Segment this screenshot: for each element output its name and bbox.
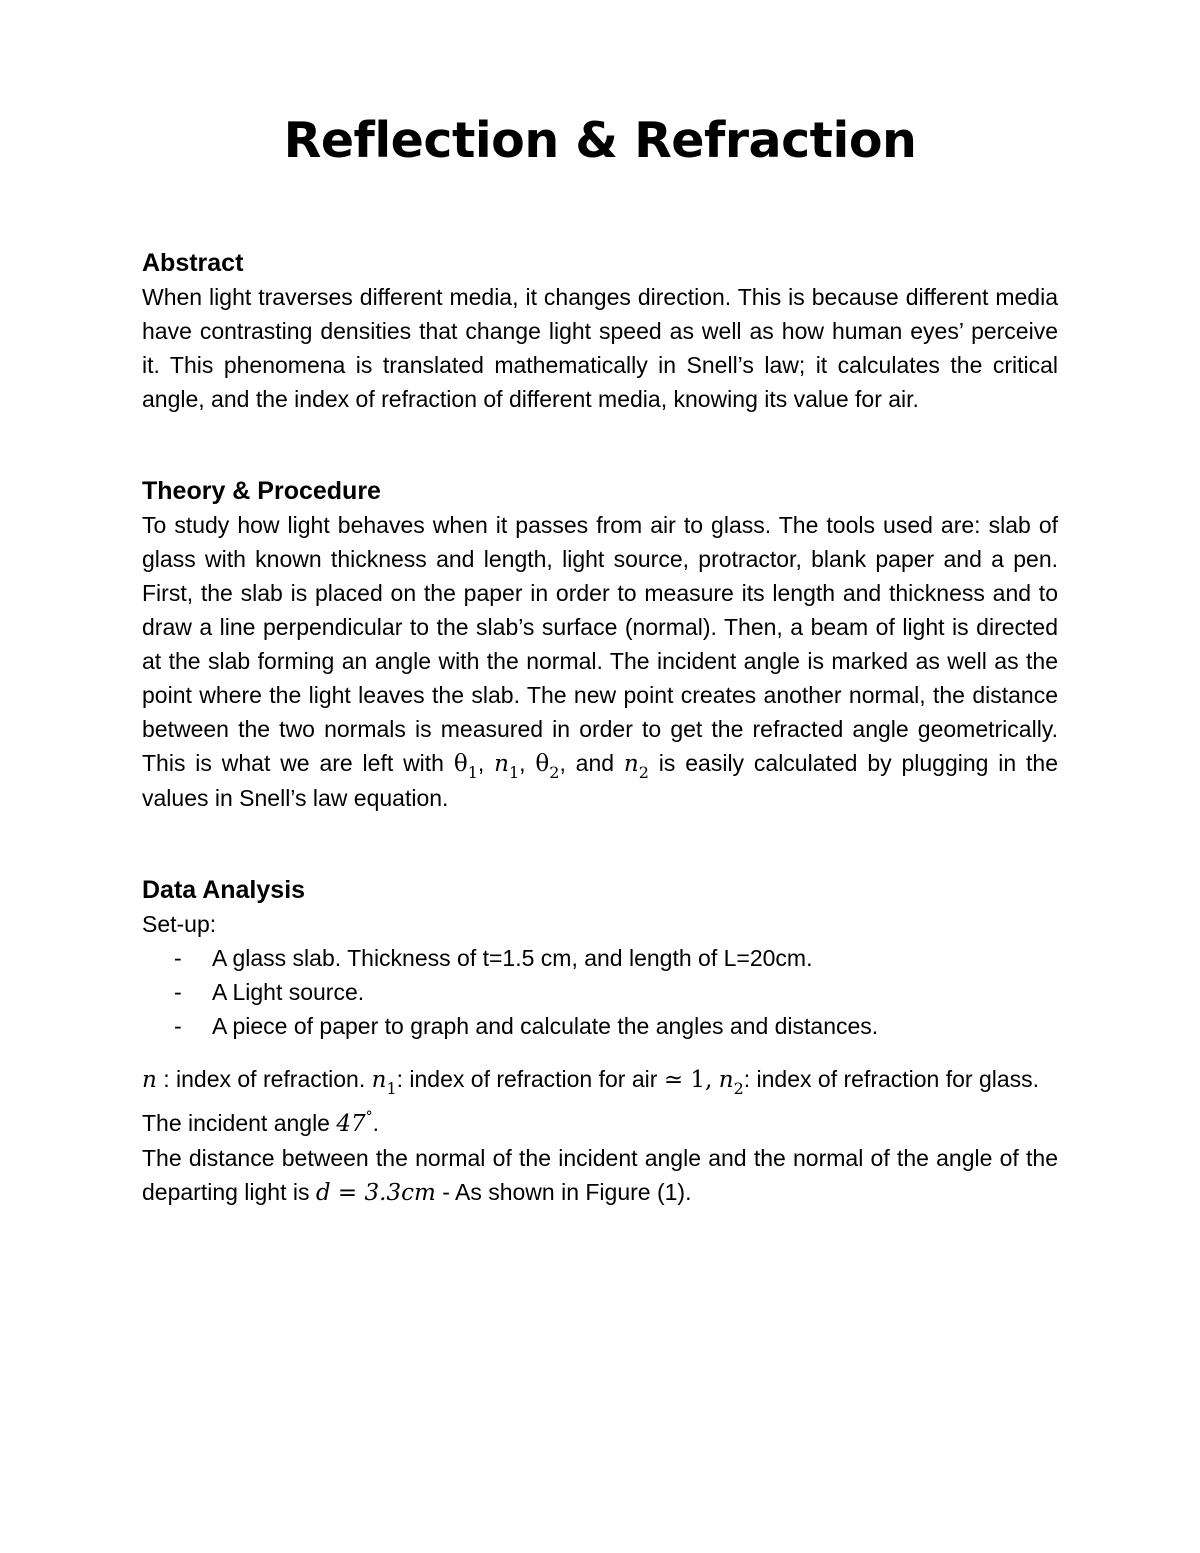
index-text-3: : index of refraction for glass. xyxy=(743,1066,1040,1092)
distance-text: The distance between the normal of the incident angle and the normal of the angle of the departing light is xyxy=(142,1145,1058,1205)
theory-text-main: To study how light behaves when it passes from air to glass. The tools used are: slab of glass with known thickness and length, light source, protractor, blank paper and a pen. First, the slab is placed on the paper in order to measure its length and thickness and to draw a line perpendicular to the slab’s surface (normal). Then, a beam of light is directed at the slab forming an angle with the normal. The incident angle is marked as well as the point where the light leaves the slab. The new point creates another normal, the distance between the two normals is measured in order to get the refracted angle geometrically. This is what we are left with xyxy=(142,512,1058,776)
data-analysis-heading: Data Analysis xyxy=(142,876,306,904)
approx-value: ≃ 1, xyxy=(663,1067,713,1093)
list-item xyxy=(142,941,1058,975)
index-text-2: : index of refraction for air xyxy=(396,1066,664,1092)
spacer xyxy=(142,1043,1058,1057)
document-body xyxy=(142,246,1058,1210)
setup-list xyxy=(142,941,1058,1043)
theta-symbol: θ xyxy=(453,751,468,777)
theory-text xyxy=(142,508,1058,815)
abstract-heading: Abstract xyxy=(142,249,244,277)
n-symbol: n xyxy=(718,1067,734,1093)
degree-symbol: ° xyxy=(365,1109,373,1125)
comma: , xyxy=(519,750,526,776)
index-of-refraction-line xyxy=(142,1057,1058,1102)
incident-text: The incident angle xyxy=(142,1110,337,1136)
list-item xyxy=(142,975,1058,1009)
comma: , xyxy=(477,750,485,776)
list-item xyxy=(142,1009,1058,1043)
incident-angle-line xyxy=(142,1106,1058,1141)
abstract-text: When light traverses different media, it changes direction. This is because different media have contrasting densities that change light speed as well as how human eyes’ perceive it. This phenomena is translated mathematically in Snell’s law; it calculates the critical angle, and the index of refraction of different media, knowing its value for air. xyxy=(142,284,1058,412)
distance-end: - As shown in Figure (1). xyxy=(435,1179,692,1205)
d-symbol: d xyxy=(315,1180,331,1206)
theory-text-end: is easily calculated by plugging in the values in Snell’s law equation. xyxy=(142,750,1059,811)
n-symbol: n xyxy=(494,751,509,777)
equals-sign: = xyxy=(330,1180,365,1206)
theory-heading: Theory & Procedure xyxy=(142,477,381,505)
list-item-text: A piece of paper to graph and calculate the angles and distances. xyxy=(212,1013,879,1039)
incident-angle-value: 47 xyxy=(336,1111,366,1137)
theta-symbol: θ xyxy=(535,751,550,777)
subscript: 2 xyxy=(638,763,649,782)
section-spacer xyxy=(142,815,1058,873)
distance-value: 3.3 xyxy=(364,1180,402,1206)
n-symbol: n xyxy=(623,751,639,777)
theory-section xyxy=(142,474,1058,815)
and-text: , and xyxy=(559,750,615,776)
data-analysis-section xyxy=(142,873,1058,1210)
subscript: 1 xyxy=(508,763,520,782)
incident-end: . xyxy=(372,1110,380,1136)
subscript: 2 xyxy=(549,763,560,782)
subscript: 1 xyxy=(386,1079,397,1098)
bullet-dash: - xyxy=(174,945,182,971)
list-item-text: A Light source. xyxy=(212,979,365,1005)
list-item-text: A glass slab. Thickness of t=1.5 cm, and length of L=20cm. xyxy=(212,945,813,971)
distance-line xyxy=(142,1141,1058,1210)
subscript: 2 xyxy=(733,1079,744,1098)
n-symbol: n xyxy=(371,1067,387,1093)
index-text-1: : index of refraction. xyxy=(156,1066,372,1092)
page-title: Reflection & Refraction xyxy=(283,112,917,169)
setup-label: Set-up: xyxy=(142,911,217,937)
section-spacer xyxy=(142,416,1058,474)
bullet-dash: - xyxy=(174,1013,182,1039)
subscript: 1 xyxy=(467,763,478,782)
distance-unit: cm xyxy=(401,1180,436,1206)
abstract-section xyxy=(142,246,1058,416)
bullet-dash: - xyxy=(174,979,182,1005)
n-symbol: n xyxy=(142,1067,157,1093)
